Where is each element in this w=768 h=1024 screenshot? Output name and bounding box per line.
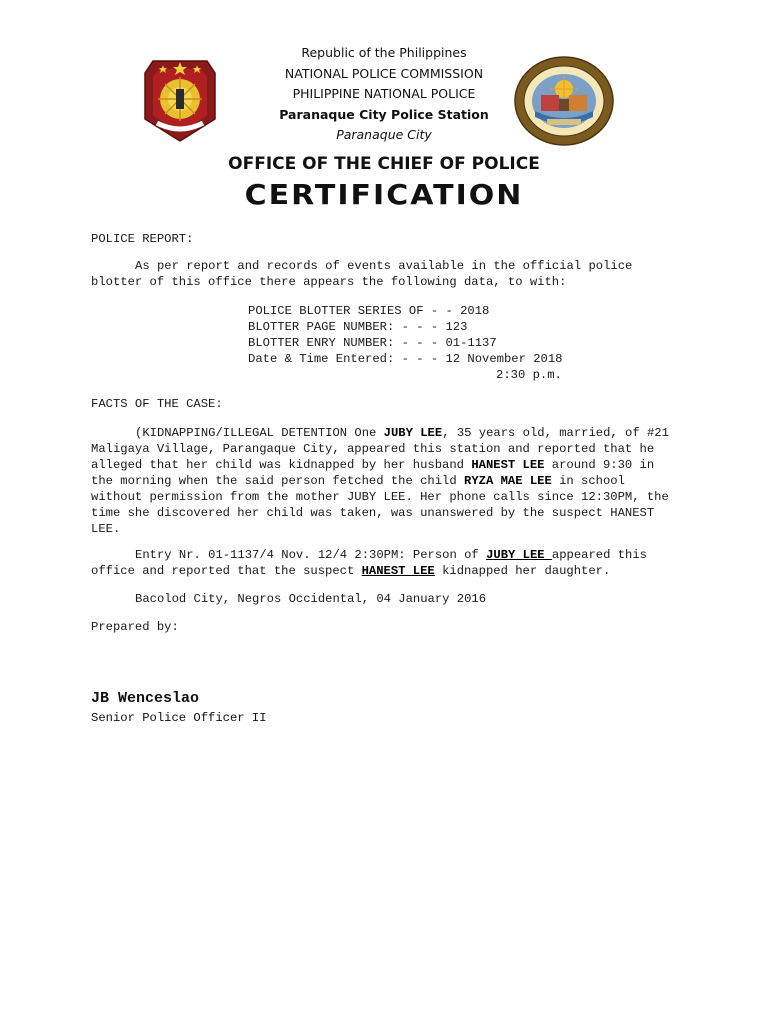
blotter-datetime: Date & Time Entered: - - - 12 November 2018	[248, 352, 563, 366]
signatory-title: Senior Police Officer II	[91, 711, 267, 725]
intro-paragraph: As per report and records of events available in the official police blotter of this office there appears the following data, to with:	[91, 259, 633, 289]
facts-text-2: , 35 years old, married, of #21 Maligaya Village, Parangaque City, appeared this station and reported that he alleged that her child was kidnapped by her husband	[91, 426, 669, 472]
header-pnp: PHILIPPINE NATIONAL POLICE	[292, 86, 476, 101]
entry-text-3: kidnapped her daughter.	[434, 564, 611, 578]
blotter-series: POLICE BLOTTER SERIES OF - - 2018	[248, 304, 490, 318]
entry-text-2: appeared this office and reported that the suspect	[91, 548, 647, 578]
blotter-details	[91, 303, 681, 383]
letterhead	[200, 43, 568, 146]
header-city: Paranaque City	[336, 127, 432, 142]
entry-suspect-name: HANEST LEE	[361, 564, 435, 578]
facts-text-1: (KIDNAPPING/ILLEGAL DETENTION One	[135, 426, 384, 440]
entry-paragraph	[91, 547, 681, 579]
certificate-body	[91, 231, 681, 635]
complainant-name: JUBY LEE	[383, 426, 443, 440]
facts-label: FACTS OF THE CASE:	[91, 397, 223, 411]
header-napolcom: NATIONAL POLICE COMMISSION	[284, 65, 484, 81]
header-republic: Republic of the Philippines	[301, 45, 467, 60]
blotter-page: BLOTTER PAGE NUMBER: - - - 123	[248, 320, 468, 334]
place-date: Bacolod City, Negros Occidental, 04 January 2016	[135, 592, 487, 606]
prepared-label: Prepared by:	[91, 620, 179, 634]
blotter-time: 2:30 p.m.	[496, 368, 562, 382]
report-label: POLICE REPORT:	[91, 232, 194, 246]
entry-text-1: Entry Nr. 01-1137/4 Nov. 12/4 2:30PM: Person of	[135, 548, 487, 562]
facts-text-4: in school without permission from the mother JUBY LEE. Her phone calls since 12:30PM, the time she discovered her child was taken, was unanswered by the suspect HANEST LEE.	[91, 474, 669, 536]
suspect-name: HANEST LEE	[471, 458, 545, 472]
header-station: Paranaque City Police Station	[279, 106, 489, 122]
facts-text-3: around 9:30 in the morning when the said person fetched the child	[91, 458, 655, 488]
signatory-name: JB Wenceslao	[91, 690, 200, 707]
facts-paragraph	[91, 425, 681, 537]
certification-title: CERTIFICATION	[244, 179, 524, 212]
blotter-entry: BLOTTER ENRY NUMBER: - - - 01-1137	[248, 336, 497, 350]
child-name: RYZA MAE LEE	[464, 474, 552, 488]
entry-complainant-name: JUBY LEE	[486, 548, 552, 562]
office-title: OFFICE OF THE CHIEF OF POLICE	[228, 154, 540, 174]
